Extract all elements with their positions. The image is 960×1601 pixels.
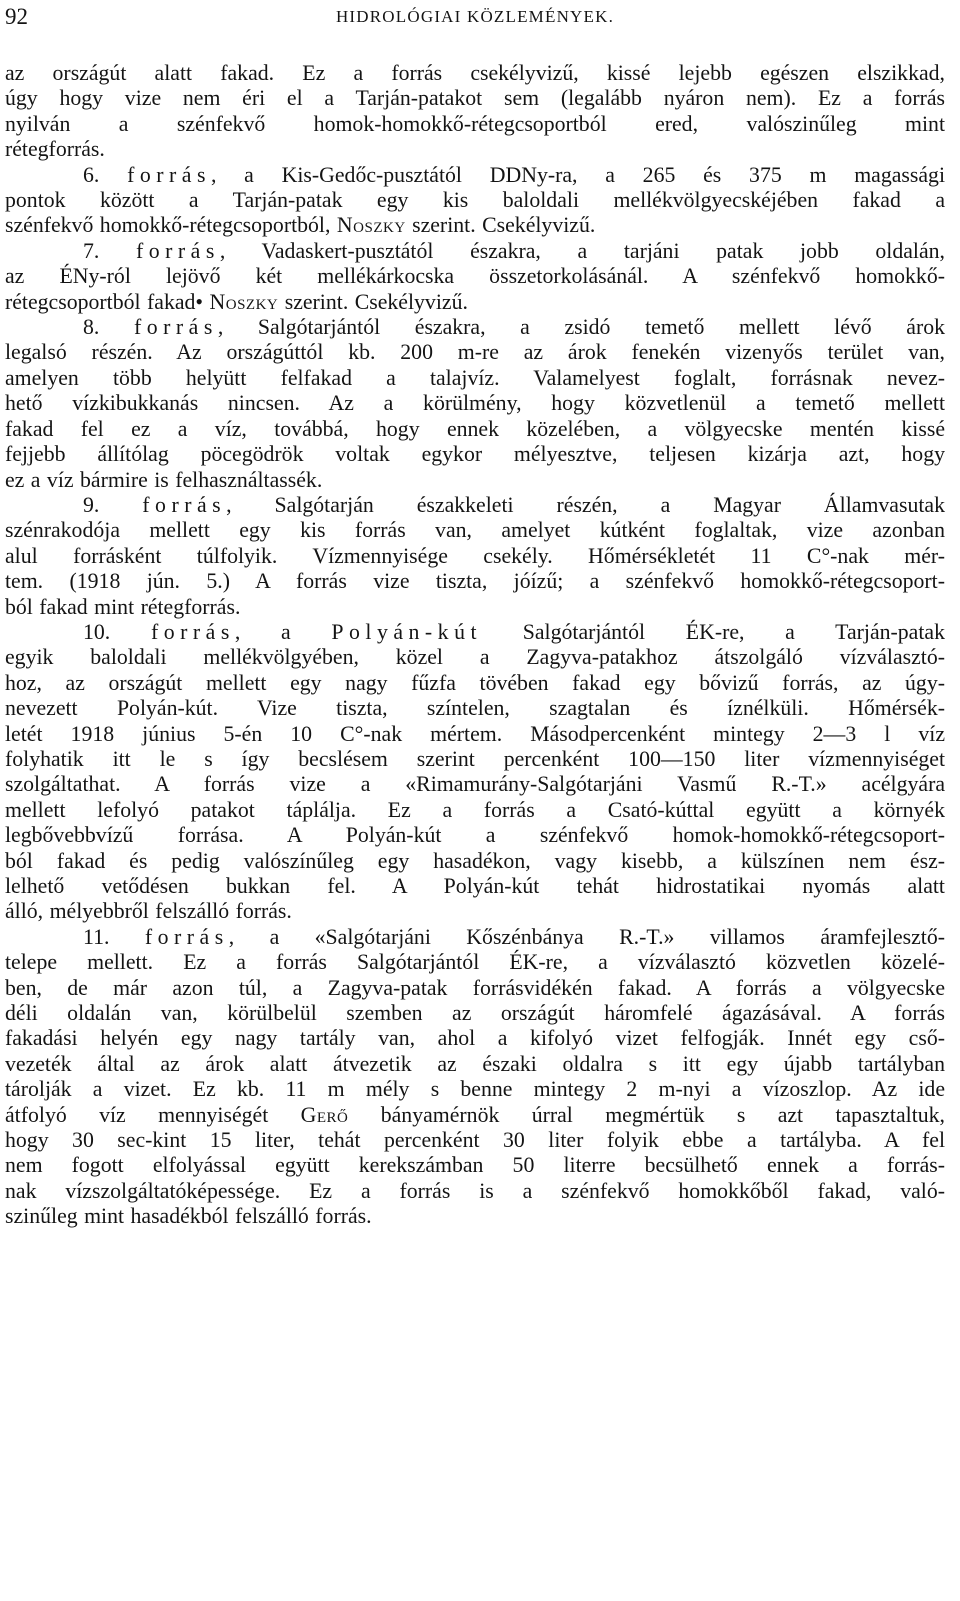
text-line bbox=[5, 1128, 945, 1153]
text-line bbox=[5, 417, 945, 442]
text-run: fejjebb állítólag pöcegödrök voltak egykor mélyesztve, teljesen kizárja azt, hogy bbox=[5, 442, 945, 467]
text-run: egyik baloldali mellékvölgyében, közel a Zagyva-patakhoz átszolgáló vízválasztó- bbox=[5, 645, 945, 670]
text-run: nem fogott elfolyással együtt kerekszámban 50 literre becsülhető ennek a forrás- bbox=[5, 1153, 945, 1178]
text-run: fakad fel ez a víz, továbbá, hogy ennek közelében, a völgyecske mentén kissé bbox=[5, 416, 945, 441]
text-line bbox=[5, 112, 945, 137]
text-run: amelyen több helyütt felfakad a talajvíz. Valamelyest foglalt, forrásnak nevez- bbox=[5, 365, 945, 390]
text-line bbox=[5, 696, 945, 721]
running-head bbox=[5, 0, 945, 36]
text-run: az országút alatt fakad. Ez a forrás csekélyvizű, kissé lejebb egészen elszikkad, bbox=[5, 61, 945, 85]
text-line bbox=[5, 468, 945, 493]
text-run: , Salgótarján északkeleti részén, a Magyar Államvasutak bbox=[226, 492, 945, 517]
text-run: szerint. Csekélyvizű. bbox=[278, 289, 468, 314]
text-run: rétegcsoportból fakad• bbox=[5, 289, 210, 314]
text-line bbox=[5, 772, 945, 797]
text-run: telepe mellett. Ez a forrás Salgótarjántól ÉK-re, a vízválasztó közvetlen közelé- bbox=[5, 950, 945, 975]
text-run: Salgótarjántól ÉK-re, a Tarján-patak bbox=[482, 619, 945, 644]
text-line bbox=[5, 569, 945, 594]
text-run: ez a víz bármire is felhasználtassék. bbox=[5, 467, 323, 492]
spaced-term: forrás bbox=[142, 492, 227, 517]
text-line bbox=[5, 518, 945, 543]
text-line bbox=[5, 747, 945, 772]
text-run: 8. bbox=[83, 315, 134, 340]
text-line bbox=[5, 595, 945, 620]
page-number: 92 bbox=[5, 4, 28, 29]
text-run: alul forrásként túlfolyik. Vízmennyisége csekély. Hőmérsékletét 11 C°-nak mér- bbox=[5, 543, 945, 568]
page bbox=[5, 0, 946, 1229]
text-run: nevezett Polyán-kút. Vize tiszta, színtelen, szagtalan és íznélküli. Hőmérsék- bbox=[5, 696, 945, 721]
text-line bbox=[5, 1153, 945, 1178]
author-name: Noszky bbox=[336, 213, 406, 238]
spaced-term: forrás bbox=[136, 238, 220, 263]
text-run: pontok között a Tarján-patak egy kis baloldali mellékvölgyecskéjében fakad a bbox=[5, 188, 945, 213]
text-run: mellett lefolyó patakot táplálja. Ez a forrás a Csató-kúttal együtt a környék bbox=[5, 797, 945, 822]
text-line bbox=[5, 493, 945, 518]
text-line bbox=[5, 645, 945, 670]
text-line bbox=[5, 1103, 945, 1128]
text-line bbox=[5, 1026, 945, 1051]
text-run: rétegforrás. bbox=[5, 137, 105, 162]
text-run: 11. bbox=[83, 924, 145, 949]
text-run: álló, mélyebbről felszálló forrás. bbox=[5, 899, 292, 924]
text-line bbox=[5, 188, 945, 213]
journal-title: HIDROLÓGIAI KÖZLEMÉNYEK. bbox=[335, 7, 615, 26]
text-run: szénrakodója mellett egy kis forrás van, amelyet kútként foglaltak, vize azonban bbox=[5, 518, 945, 543]
spaced-term: forrás bbox=[144, 924, 229, 949]
text-line bbox=[5, 899, 945, 924]
text-line bbox=[5, 722, 945, 747]
text-run: lelhető vetődésen bukkan fel. A Polyán-kút tehát hidrostatikai nyomás alatt bbox=[5, 874, 945, 898]
text-line bbox=[5, 1001, 945, 1026]
text-line bbox=[5, 1077, 945, 1102]
text-run: hogy 30 sec-kint 15 liter, tehát percenként 30 liter folyik ebbe a tartályba. A fel bbox=[5, 1128, 945, 1153]
text-run: ból fakad és pedig valószínűleg egy hasadékon, vagy kisebb, a külszínen nem ész- bbox=[5, 848, 945, 873]
author-name: Noszky bbox=[209, 289, 279, 314]
text-line bbox=[5, 239, 945, 264]
text-line bbox=[5, 442, 945, 467]
spaced-term: forrás bbox=[150, 619, 235, 644]
spaced-term: forrás bbox=[133, 315, 218, 340]
text-line bbox=[5, 1204, 945, 1229]
text-run: vezeték által az árok alatt átvezetik az északi oldalra s itt egy újabb tartályban bbox=[5, 1051, 945, 1076]
text-line bbox=[5, 925, 945, 950]
text-line bbox=[5, 874, 945, 899]
text-line bbox=[5, 671, 945, 696]
text-run: nyilván a szénfekvő homok-homokkő-rétegcsoportból ered, valószinűleg mint bbox=[5, 111, 945, 136]
text-line bbox=[5, 620, 945, 645]
text-run: 6. bbox=[83, 162, 128, 187]
text-run: legalsó részén. Az országúttól kb. 200 m-re az árok fenekén vizenyős terület van, bbox=[5, 340, 945, 365]
text-line bbox=[5, 798, 945, 823]
text-run: hető vízkibukkanás nincsen. Az a körülmény, hogy közvetlenül a temető mellett bbox=[5, 391, 945, 416]
text-run: szinűleg mint hasadékból felszálló forrás. bbox=[5, 1204, 372, 1229]
text-line bbox=[5, 86, 945, 111]
text-line bbox=[5, 1052, 945, 1077]
text-line bbox=[5, 163, 945, 188]
text-run: legbővebbvízű forrása. A Polyán-kút a szénfekvő homok-homokkő-rétegcsoport- bbox=[5, 823, 945, 848]
text-run: fakadási helyén egy nagy tartály van, ahol a kifolyó vizet felfogják. Innét egy cső- bbox=[5, 1026, 945, 1051]
text-line bbox=[5, 340, 945, 365]
text-run: hoz, az országút mellett egy nagy fűzfa tövében fakad egy bővizű forrás, az úgy- bbox=[5, 670, 945, 695]
text-run: déli oldalán van, körülbelül szemben az országút háromfelé ágazásával. A forrás bbox=[5, 1001, 945, 1026]
text-line bbox=[5, 391, 945, 416]
text-run: tárolják a vizet. Ez kb. 11 m mély s benne mintegy 2 m-nyi a vízoszlop. Az ide bbox=[5, 1077, 945, 1102]
text-line bbox=[5, 61, 945, 86]
text-run: folyhatik itt le s így becslésem szerint percenként 100—150 liter vízmennyiséget bbox=[5, 746, 945, 771]
text-run: 7. bbox=[83, 238, 136, 263]
spaced-term: forrás bbox=[127, 162, 211, 187]
text-run: , Vadaskert-pusztától északra, a tarjáni patak jobb oldalán, bbox=[219, 238, 945, 263]
text-run: 9. bbox=[83, 492, 143, 517]
text-run: úgy hogy vize nem éri el a Tarján-patakot sem (legalább nyáron nem). Ez a forrás bbox=[5, 86, 945, 111]
text-line bbox=[5, 950, 945, 975]
text-run: letét 1918 június 5-én 10 C°-nak mértem. Másodpercenként mintegy 2—3 l víz bbox=[5, 721, 945, 746]
text-run: , a bbox=[234, 619, 332, 644]
text-run: szerint. Csekélyvizű. bbox=[405, 213, 596, 238]
text-line bbox=[5, 290, 945, 315]
text-line bbox=[5, 849, 945, 874]
author-name: Gerő bbox=[300, 1102, 349, 1127]
text-run: , a Kis-Gedőc-pusztától DDNy-ra, a 265 és 375 m magassági bbox=[210, 162, 946, 187]
text-run: az ÉNy-ról lejövő két mellékárkocska összetorkolásánál. A szénfekvő homokkő- bbox=[5, 264, 945, 289]
text-run: ból fakad mint rétegforrás. bbox=[5, 594, 241, 619]
text-run: átfolyó víz mennyiségét bbox=[5, 1102, 301, 1127]
text-line bbox=[5, 366, 945, 391]
spaced-term: Polyán-kút bbox=[331, 619, 483, 644]
text-run: bányamérnök úrral megmértük s azt tapasztaltuk, bbox=[348, 1102, 946, 1127]
text-line bbox=[5, 544, 945, 569]
text-run: szénfekvő homokkő-rétegcsoportból, bbox=[5, 213, 337, 238]
text-line bbox=[5, 264, 945, 289]
text-line bbox=[5, 213, 945, 238]
text-line bbox=[5, 1179, 945, 1204]
text-run: nak vízszolgáltatóképessége. Ez a forrás is a szénfekvő homokkőből fakad, való- bbox=[5, 1178, 945, 1203]
text-line bbox=[5, 137, 945, 162]
text-run: tem. (1918 jún. 5.) A forrás vize tiszta, jóízű; a szénfekvő homokkő-rétegcsoport- bbox=[5, 569, 945, 594]
text-run: ben, de már azon túl, a Zagyva-patak forrásvidékén fakad. A forrás a völgyecske bbox=[5, 975, 945, 1000]
text-run: , Salgótarjántól északra, a zsidó temető mellett lévő árok bbox=[217, 315, 946, 340]
text-line bbox=[5, 315, 945, 340]
text-run: 10. bbox=[83, 619, 151, 644]
body-text bbox=[5, 61, 945, 1230]
text-line bbox=[5, 823, 945, 848]
text-run: szolgáltathat. A forrás vize a «Rimamurány-Salgótarjáni Vasmű R.-T.» acélgyára bbox=[5, 772, 945, 797]
text-line bbox=[5, 976, 945, 1001]
text-run: , a «Salgótarjáni Kőszénbánya R.-T.» villamos áramfejlesztő- bbox=[228, 924, 945, 949]
